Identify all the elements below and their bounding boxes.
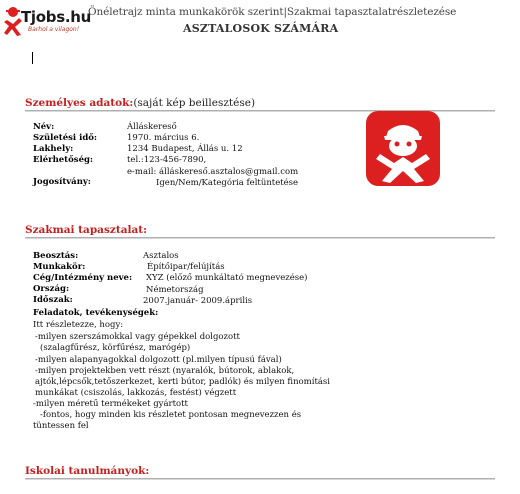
value-name: Álláskereső — [127, 122, 177, 132]
profile-photo — [366, 111, 440, 186]
personal-title: Személyes adatok: — [25, 97, 134, 109]
person-avatar-icon — [366, 111, 440, 186]
label-period: Időszak: — [33, 295, 73, 305]
logo-tagline: Barhol a vilagon! — [28, 26, 80, 33]
detail-line: -fontos, hogy minden kis részletet pontosan megnevezzen és — [40, 410, 302, 420]
text-cursor — [32, 52, 33, 64]
value-position: Asztalos — [143, 251, 179, 261]
value-period: 2007.január- 2009.április — [143, 296, 253, 306]
label-company: Cég/Intézmény neve: — [33, 273, 133, 283]
section-title-personal — [25, 97, 255, 109]
logo-text: Tjobs.hu — [21, 8, 91, 26]
value-license: Igen/Nem/Kategória feltüntetése — [156, 178, 299, 188]
label-country: Ország: — [33, 284, 70, 294]
detail-line: munkákat (csiszolás, lakkozás, festést) végzett — [35, 388, 237, 398]
label-job: Munkakör: — [33, 262, 86, 272]
detail-line: tüntessen fel — [33, 421, 89, 431]
detail-line: -milyen méretű termékeket gyártott — [33, 399, 188, 409]
detail-line: -milyen szerszámokkal vagy gépekkel dolgozott — [35, 332, 240, 342]
label-license: Jogosítvány: — [33, 177, 91, 187]
detail-line: ajtók,lépcsők,tetőszerkezet, kerti bútor, padlók) és milyen finomítási — [35, 377, 331, 387]
label-birth: Születési idő: — [33, 133, 98, 143]
label-tasks: Feladatok, tevékenységek: — [33, 308, 159, 318]
detail-line: -milyen alapanyagokkal dolgozott (pl.milyen típusú fával) — [35, 355, 282, 365]
tjobs-logo — [4, 5, 96, 45]
value-job: Építőipar/felújítás — [147, 262, 225, 272]
section-divider — [25, 478, 495, 480]
value-company: XYZ (előző munkáltató megnevezése) — [146, 273, 308, 283]
personal-title-note: (saját kép beillesztése) — [133, 97, 256, 109]
value-phone: tel.:123-456-7890, — [127, 155, 207, 165]
section-title-experience: Szakmai tapasztalat: — [25, 224, 148, 236]
label-address: Lakhely: — [33, 144, 74, 154]
value-address: 1234 Budapest, Állás u. 12 — [127, 144, 243, 154]
section-title-education: Iskolai tanulmányok: — [25, 465, 150, 477]
label-contact: Elérhetőség: — [33, 155, 94, 165]
value-birth: 1970. március 6. — [127, 133, 200, 143]
page-title: ASZTALOSOK SZÁMÁRA — [183, 22, 339, 35]
label-name: Név: — [33, 122, 55, 132]
value-country: Németország — [146, 285, 204, 295]
detail-line: (szalagfűrész, körfűrész, marógép) — [40, 343, 191, 353]
section-divider — [25, 237, 495, 239]
detail-line: -milyen projektekben vett részt (nyaralók, bútorok, ablakok, — [35, 366, 295, 376]
header-subtitle: Önéletrajz minta munkakörök szerint|Szakmai tapasztalatrészletezése — [88, 6, 457, 18]
value-email: e-mail: álláskereső.asztalos@gmail.com — [127, 167, 299, 177]
label-position: Beosztás: — [33, 251, 79, 261]
detail-line: Itt részletezze, hogy: — [33, 320, 124, 330]
